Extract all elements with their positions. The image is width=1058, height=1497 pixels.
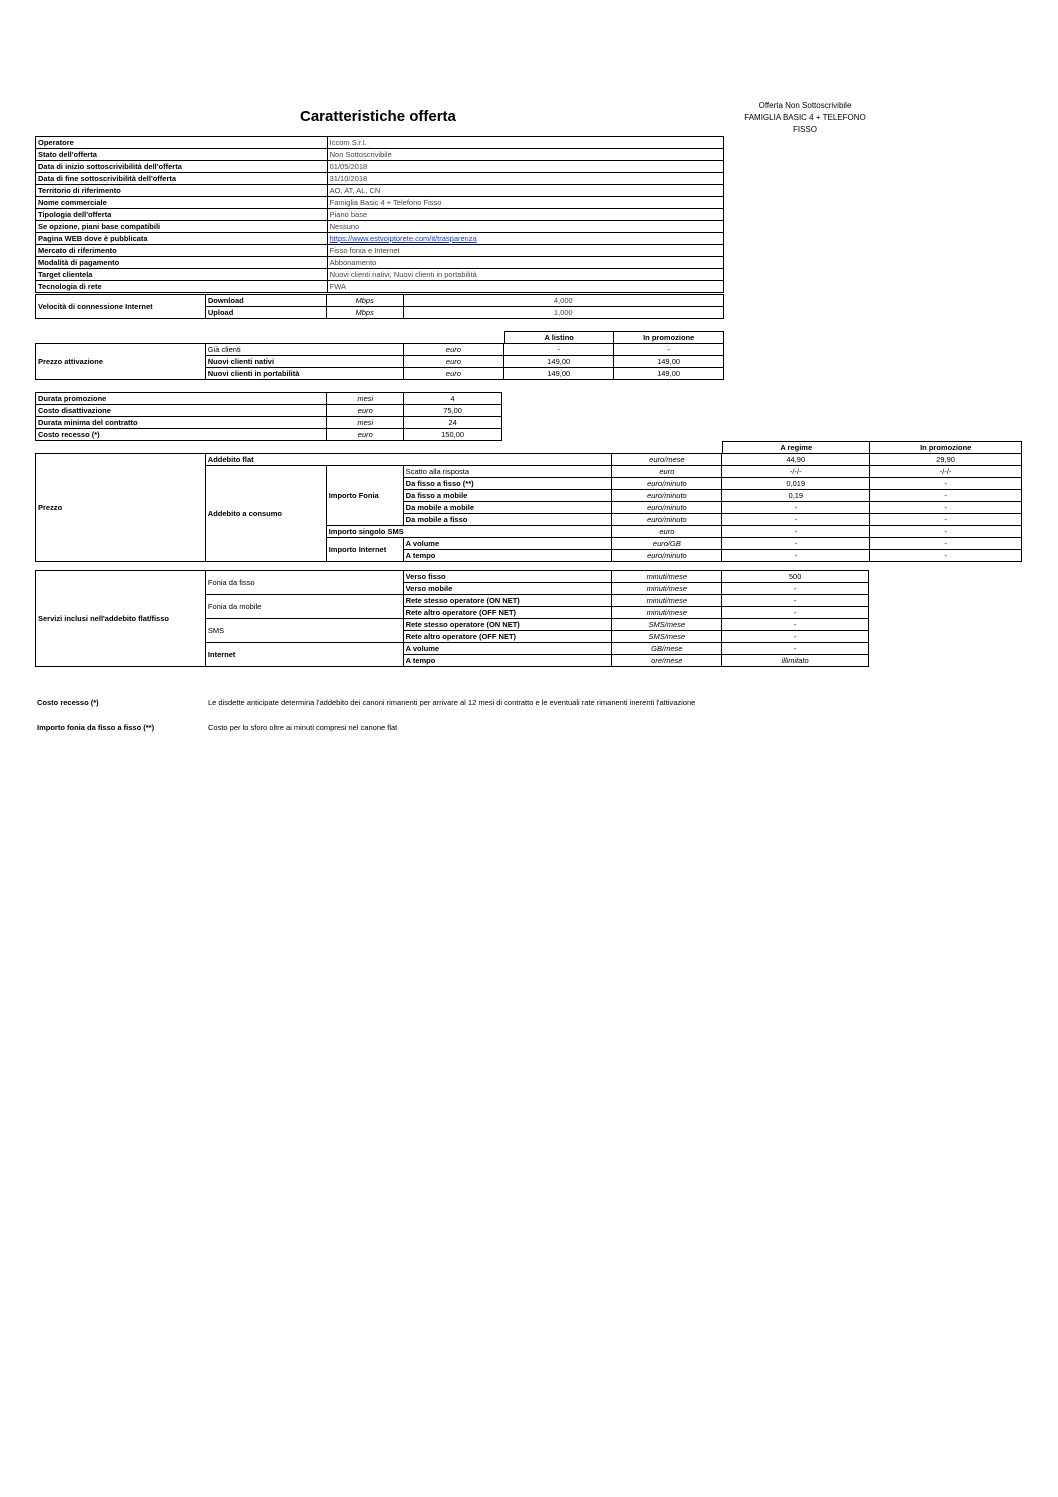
table-row [36,269,724,281]
row-label: A tempo [403,550,612,562]
row-value: Famiglia Basic 4 + Telefono Fisso [327,197,723,209]
row-unit: mesi [327,417,404,429]
row-value: - [722,607,869,619]
row-unit: euro/minuto [612,478,722,490]
table-row [36,417,502,429]
row-promo: - [870,550,1022,562]
services-label: Servizi inclusi nell'addebito flat/fisso [36,571,206,667]
durations-table [35,392,502,441]
note-label: Costo recesso (*) [37,698,99,707]
row-value: Nessuno [327,221,723,233]
upload-label: Upload [205,307,326,319]
speed-table [35,294,724,319]
row-unit: euro/GB [612,538,722,550]
row-label: Nuovi clienti in portabilità [205,368,403,380]
table-row [36,221,724,233]
row-unit: euro/minuto [612,514,722,526]
note-text: Le disdette anticipate determina l'addebito dei canoni rimanenti per arrivare al 12 mesi di contratto e le eventuali rate rimanenti inerenti l'attivazione [208,698,696,707]
services-table [35,570,869,667]
row-value: Nuovi clienti nativi, Nuovi clienti in portabilità [327,269,723,281]
row-label: Costo recesso (*) [36,429,327,441]
row-label: Durata promozione [36,393,327,405]
row-promo: - [870,478,1022,490]
activation-table [35,343,724,380]
row-regime: - [722,514,870,526]
row-unit: euro/minuto [612,490,722,502]
row-label: A tempo [403,655,612,667]
row-unit: mesi [327,393,404,405]
table-row [36,571,869,583]
row-label: Rete altro operatore (OFF NET) [403,607,612,619]
row-regime: - [722,538,870,550]
row-value: illimitato [722,655,869,667]
row-value: 01/05/2018 [327,161,723,173]
table-row [36,137,724,149]
page-title: Caratteristiche offerta [300,108,456,125]
col-promo: In promozione [614,332,724,344]
table-row [36,197,724,209]
row-value: FWA [327,281,723,293]
row-regime: -/-/- [722,466,870,478]
row-label: Target clientela [36,269,328,281]
row-unit: SMS/mese [612,631,722,643]
row-label: Da fisso a fisso (**) [403,478,612,490]
row-label: Operatore [36,137,328,149]
activation-label: Prezzo attivazione [36,344,206,380]
row-label: A volume [403,643,612,655]
row-unit: minuti/mese [612,571,722,583]
row-unit: GB/mese [612,643,722,655]
row-label: Nome commerciale [36,197,328,209]
row-listino: 149,00 [504,356,614,368]
row-unit: euro [403,344,504,356]
flat-unit: euro/mese [612,454,722,466]
upload-value: 1,000 [403,307,723,319]
row-value [327,233,723,245]
row-unit: euro [612,526,722,538]
row-regime: - [722,550,870,562]
row-value: - [722,583,869,595]
row-label: Modalità di pagamento [36,257,328,269]
offer-status-note [720,100,890,136]
corner-line-1: Offerta Non Sottoscrivibile [758,101,852,110]
note-label: Importo fonia da fisso a fisso (**) [37,723,155,732]
col-regime: A regime [723,442,870,454]
web-page-link[interactable]: https://www.estvoiptorete.com/it/trasparenza [329,234,477,243]
row-label: Data di inizio sottoscrivibilità dell'offerta [36,161,328,173]
sms-label: Importo singolo SMS [326,526,612,538]
flat-label: Addebito flat [205,454,612,466]
table-row [36,245,724,257]
row-value: - [722,619,869,631]
row-unit: SMS/mese [612,619,722,631]
row-promo: - [870,502,1022,514]
row-label: Rete stesso operatore (ON NET) [403,595,612,607]
row-label: Se opzione, piani base compatibili [36,221,328,233]
consumo-label: Addebito a consumo [205,466,326,562]
table-row [36,185,724,197]
download-label: Download [205,295,326,307]
row-value: - [722,643,869,655]
row-value: 150,00 [404,429,502,441]
download-unit: Mbps [326,295,403,307]
col-promo: In promozione [870,442,1022,454]
row-label: Verso mobile [403,583,612,595]
row-label: Tipologia dell'offerta [36,209,328,221]
row-label: Da mobile a mobile [403,502,612,514]
row-regime: 0,019 [722,478,870,490]
table-row [36,344,724,356]
row-regime: 0,19 [722,490,870,502]
row-label: Tecnologia di rete [36,281,328,293]
row-label: Da mobile a fisso [403,514,612,526]
row-value: Fisso fonia e Internet [327,245,723,257]
row-label: Verso fisso [403,571,612,583]
flat-regime: 44,90 [722,454,870,466]
row-value: Iccom S.r.l. [327,137,723,149]
row-promo: 149,00 [614,356,724,368]
row-label: Pagina WEB dove è pubblicata [36,233,328,245]
row-unit: minuti/mese [612,595,722,607]
row-value: - [722,595,869,607]
corner-line-3: FISSO [792,125,817,134]
mobile-label: Fonia da mobile [205,595,403,619]
row-promo: - [870,526,1022,538]
row-label: Stato dell'offerta [36,149,328,161]
row-promo: - [870,490,1022,502]
row-promo: 149,00 [614,368,724,380]
row-listino: - [504,344,614,356]
row-listino: 149,00 [504,368,614,380]
row-value: 500 [722,571,869,583]
row-unit: euro [327,405,404,417]
table-row [36,149,724,161]
row-unit: euro [403,368,504,380]
row-unit: euro [612,466,722,478]
download-value: 4,000 [403,295,723,307]
table-row [36,257,724,269]
row-value: Non Sottoscrivibile [327,149,723,161]
row-unit: euro/minuto [612,502,722,514]
speed-label: Velocità di connessione Internet [36,295,206,319]
row-label: Costo disattivazione [36,405,327,417]
price-table [35,453,1022,562]
row-promo: - [870,538,1022,550]
row-label: Territorio di riferimento [36,185,328,197]
row-unit: ore/mese [612,655,722,667]
row-unit: euro/minuto [612,550,722,562]
row-label: Durata minima del contratto [36,417,327,429]
row-promo: - [870,514,1022,526]
table-row [36,454,1022,466]
table-row [36,281,724,293]
row-value: Abbonamento [327,257,723,269]
corner-line-2: FAMIGLIA BASIC 4 + TELEFONO [744,113,866,122]
col-listino: A listino [505,332,614,344]
row-regime: - [722,502,870,514]
table-row [36,161,724,173]
row-label: Da fisso a mobile [403,490,612,502]
table-row [36,295,724,307]
row-unit: euro [403,356,504,368]
table-row [36,233,724,245]
row-value: 75,00 [404,405,502,417]
row-unit: euro [327,429,404,441]
row-value: AO, AT, AL, CN [327,185,723,197]
row-label: Già clienti [205,344,403,356]
fonia-label: Importo Fonia [326,466,403,526]
table-row [36,209,724,221]
row-value: - [722,631,869,643]
note-text: Costo per lo sforo oltre ai minuti compresi nel canone flat [208,723,398,732]
row-unit: minuti/mese [612,583,722,595]
table-row [36,405,502,417]
upload-unit: Mbps [326,307,403,319]
table-row [36,173,724,185]
row-promo: - [614,344,724,356]
row-value: 24 [404,417,502,429]
row-unit: minuti/mese [612,607,722,619]
flat-promo: 29,90 [870,454,1022,466]
row-value: 4 [404,393,502,405]
row-label: Data di fine sottoscrivibilità dell'offerta [36,173,328,185]
table-row [36,429,502,441]
row-regime: - [722,526,870,538]
internet-label: Importo Internet [326,538,403,562]
row-label: Rete stesso operatore (ON NET) [403,619,612,631]
offer-info-table [35,136,724,293]
row-label: Nuovi clienti nativi [205,356,403,368]
row-value: 31/10/2018 [327,173,723,185]
fisso-label: Fonia da fisso [205,571,403,595]
row-promo: -/-/- [870,466,1022,478]
row-label: A volume [403,538,612,550]
row-label: Rete altro operatore (OFF NET) [403,631,612,643]
price-label: Prezzo [36,454,206,562]
row-label: Mercato di riferimento [36,245,328,257]
internet-label: Internet [205,643,403,667]
row-label: Scatto alla risposta [403,466,612,478]
table-row [36,393,502,405]
row-value: Piano base [327,209,723,221]
sms-label: SMS [205,619,403,643]
